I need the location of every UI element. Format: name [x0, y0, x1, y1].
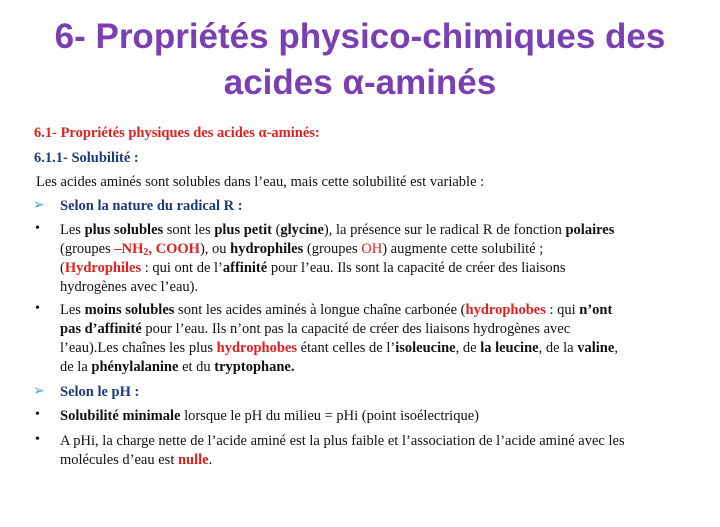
bullet-4-line-2: molécules d’eau est nulle.	[60, 452, 213, 468]
subsection-heading: 6.1.1- Solubilité :	[34, 150, 139, 166]
title-line-2: acides α-aminés	[223, 63, 497, 102]
bullet-2-line-1: Les moins solubles sont les acides aminés à longue chaîne carbonée (hydrophobes : qui n’ont	[60, 302, 613, 318]
bullet-1-line-3: (Hydrophiles : qui ont de l’affinité pour l’eau. Ils sont la capacité de créer des liaisons	[60, 260, 566, 276]
bullet-2-line-2: pas d’affinité pour l’eau. Ils n’ont pas la capacité de créer des liaisons hydrogènes avec	[60, 321, 571, 337]
bullet-1-line-2: (groupes $-NH_2$, COOH), ou hydrophiles (groupes OH) augmente cette solubilité ;	[60, 241, 544, 258]
page-title	[0, 14, 720, 106]
dot-bullet-icon: •	[35, 221, 40, 236]
intro-text: Les acides aminés sont solubles dans l’eau, mais cette solubilité est variable :	[36, 174, 485, 190]
heading-ph: Selon le pH :	[60, 384, 140, 400]
bullet-3-line-1: Solubilité minimale lorsque le pH du milieu = pHi (point isoélectrique)	[60, 408, 479, 424]
dot-bullet-icon: •	[35, 432, 40, 447]
dot-bullet-icon: •	[35, 301, 40, 316]
title-line-1: 6- Propriétés physico-chimiques des	[54, 17, 666, 56]
bullet-2-line-3: l’eau).Les chaînes les plus hydrophobes étant celles de l’isoleucine, de la leucine, de la valine,	[60, 340, 618, 356]
dot-bullet-icon: •	[35, 407, 40, 422]
heading-radical: Selon la nature du radical R :	[60, 198, 243, 214]
arrow-bullet-icon: ➢	[33, 197, 45, 213]
bullet-2-line-4: de la phénylalanine et du tryptophane.	[60, 359, 295, 375]
section-heading: 6.1- Propriétés physiques des acides α-aminés:	[34, 125, 320, 141]
arrow-bullet-icon: ➢	[33, 383, 45, 399]
bullet-1-line-4: hydrogènes avec l’eau).	[60, 279, 199, 295]
bullet-1-line-1: Les plus solubles sont les plus petit (glycine), la présence sur le radical R de fonction polaires	[60, 222, 615, 238]
bullet-4-line-1: A pHi, la charge nette de l’acide aminé est la plus faible et l’association de l’acide aminé avec les	[60, 433, 625, 449]
